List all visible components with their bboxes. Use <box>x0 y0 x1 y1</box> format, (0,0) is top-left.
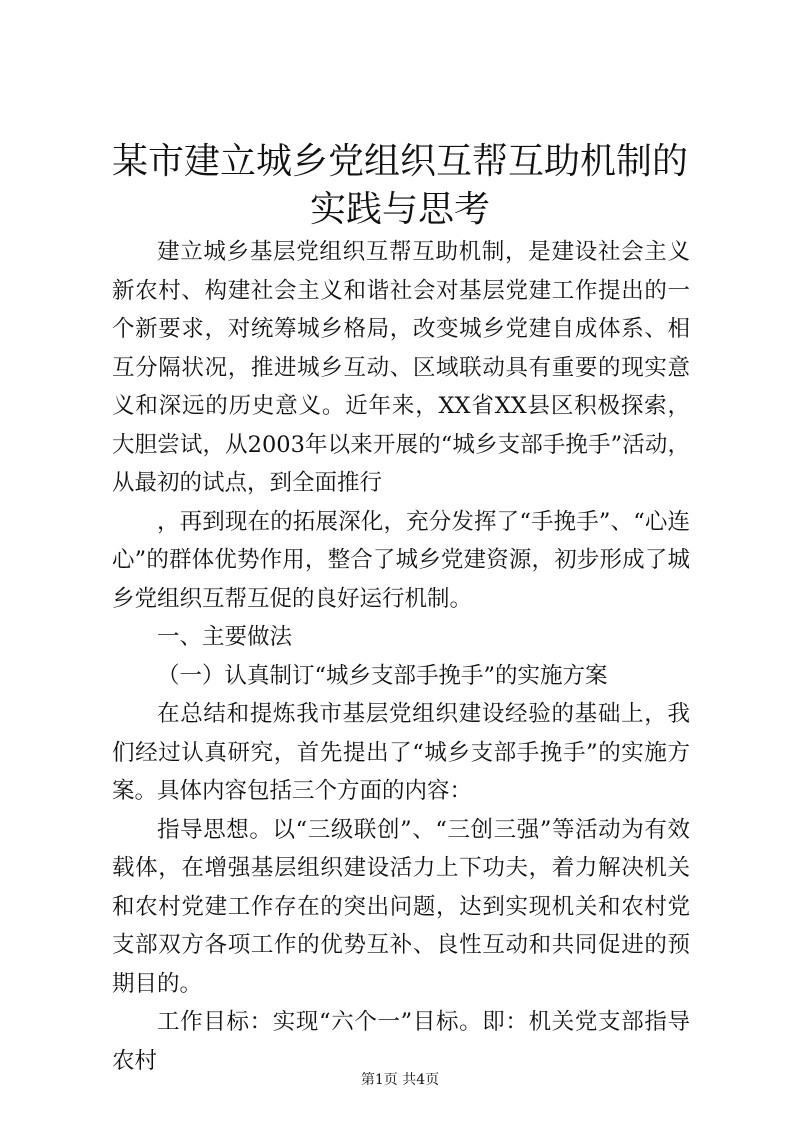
section-heading-main-practices: 一、主要做法 <box>157 624 293 650</box>
document-title: 某市建立城乡党组织互帮互助机制的实践与思考 <box>111 141 688 230</box>
paragraph-work-goals: 工作目标：实现“六个一”目标。即：机关党支部指导农村 <box>112 1009 690 1074</box>
paragraph-guiding-ideology: 指导思想。以“三级联创”、“三创三强”等活动为有效载体，在增强基层组织建设活力上下功夫，着力解决机关和农村党建工作存在的突出问题，达到实现机关和农村党支部双方各项工作的优势互补、良性互动和共同促进的预期目的。 <box>112 816 690 997</box>
paragraph-intro-continued: ，再到现在的拓展深化，充分发挥了“手挽手”、“心连心”的群体优势作用，整合了城乡党建资源，初步形成了城乡党组织互帮互促的良好运行机制。 <box>112 508 690 612</box>
subsection-heading-implementation-plan: （一）认真制订“城乡支部手挽手”的实施方案 <box>157 662 608 689</box>
page-footer <box>0 1071 800 1089</box>
document-body <box>112 233 690 1080</box>
paragraph-plan-summary: 在总结和提炼我市基层党组织建设经验的基础上，我们经过认真研究，首先提出了“城乡支部手挽手”的实施方案。具体内容包括三个方面的内容： <box>112 701 690 804</box>
paragraph-intro: 建立城乡基层党组织互帮互助机制，是建设社会主义新农村、构建社会主义和谐社会对基层党建工作提出的一个新要求，对统筹城乡格局，改变城乡党建自成体系、相互分隔状况，推进城乡互动、区域联动具有重要的现实意义和深远的历史意义。近年来，XX省XX县区积极探索，大胆尝试，从2003年以来开展的“城乡支部手挽手”活动，从最初的试点，到全面推行 <box>112 239 690 496</box>
page-indicator: 第1页 共4页 <box>360 1072 440 1088</box>
